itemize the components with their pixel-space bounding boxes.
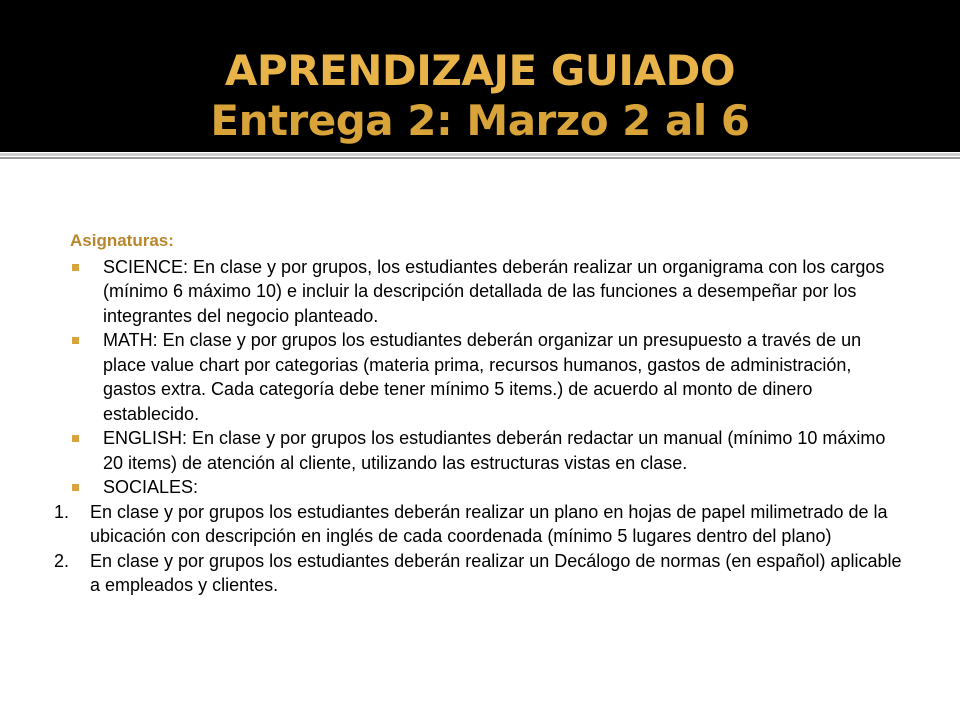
title-line-2: Entrega 2: Marzo 2 al 6 — [210, 96, 750, 145]
list-item-text: ENGLISH: En clase y por grupos los estudiantes deberán redactar un manual (mínimo 10 máximo 20 items) de atención al cliente, utilizando las estructuras vistas en clase. — [103, 428, 886, 473]
numbered-item — [54, 549, 910, 598]
list-item-sociales — [70, 475, 903, 500]
subjects-heading: Asignaturas: — [70, 231, 174, 250]
square-bullet-icon — [72, 264, 79, 271]
item-number: 1. — [54, 501, 70, 522]
square-bullet-icon — [72, 484, 79, 491]
numbered-item-text: En clase y por grupos los estudiantes deberán realizar un plano en hojas de papel milimetrado de la ubicación con descripción en inglés de cada coordenada (mínimo 5 lugares dentro del plano) — [90, 501, 888, 546]
square-bullet-icon — [72, 337, 79, 344]
list-item-math — [70, 328, 903, 426]
slide-title — [0, 46, 960, 146]
list-item-text: SOCIALES: — [103, 477, 199, 497]
square-bullet-icon — [72, 435, 79, 442]
content-body — [54, 229, 930, 598]
list-item-text: MATH: En clase y por grupos los estudiantes deberán organizar un presupuesto a través de un place value chart por categorias (materia prima, recursos humanos, gastos de administración, gastos extra. Cada categoría debe tener mínimo 5 items.) de acuerdo al monto de dinero establecido. — [103, 330, 862, 424]
numbered-item-text: En clase y por grupos los estudiantes deberán realizar un Decálogo de normas (en español) aplicable a empleados y clientes. — [90, 550, 902, 595]
divider-line — [0, 153, 960, 156]
title-line-1: APRENDIZAJE GUIADO — [224, 46, 736, 95]
divider-line-shadow — [0, 157, 960, 159]
sociales-steps — [54, 500, 914, 598]
list-item-science — [70, 255, 903, 329]
item-number: 2. — [54, 550, 70, 571]
subjects-list — [70, 255, 930, 500]
list-item-text: SCIENCE: En clase y por grupos, los estudiantes deberán realizar un organigrama con los cargos (mínimo 6 máximo 10) e incluir la descripción detallada de las funciones a desempeñar por los integrantes del negocio planteado. — [103, 256, 885, 326]
list-item-english — [70, 426, 903, 475]
numbered-item — [54, 500, 910, 549]
